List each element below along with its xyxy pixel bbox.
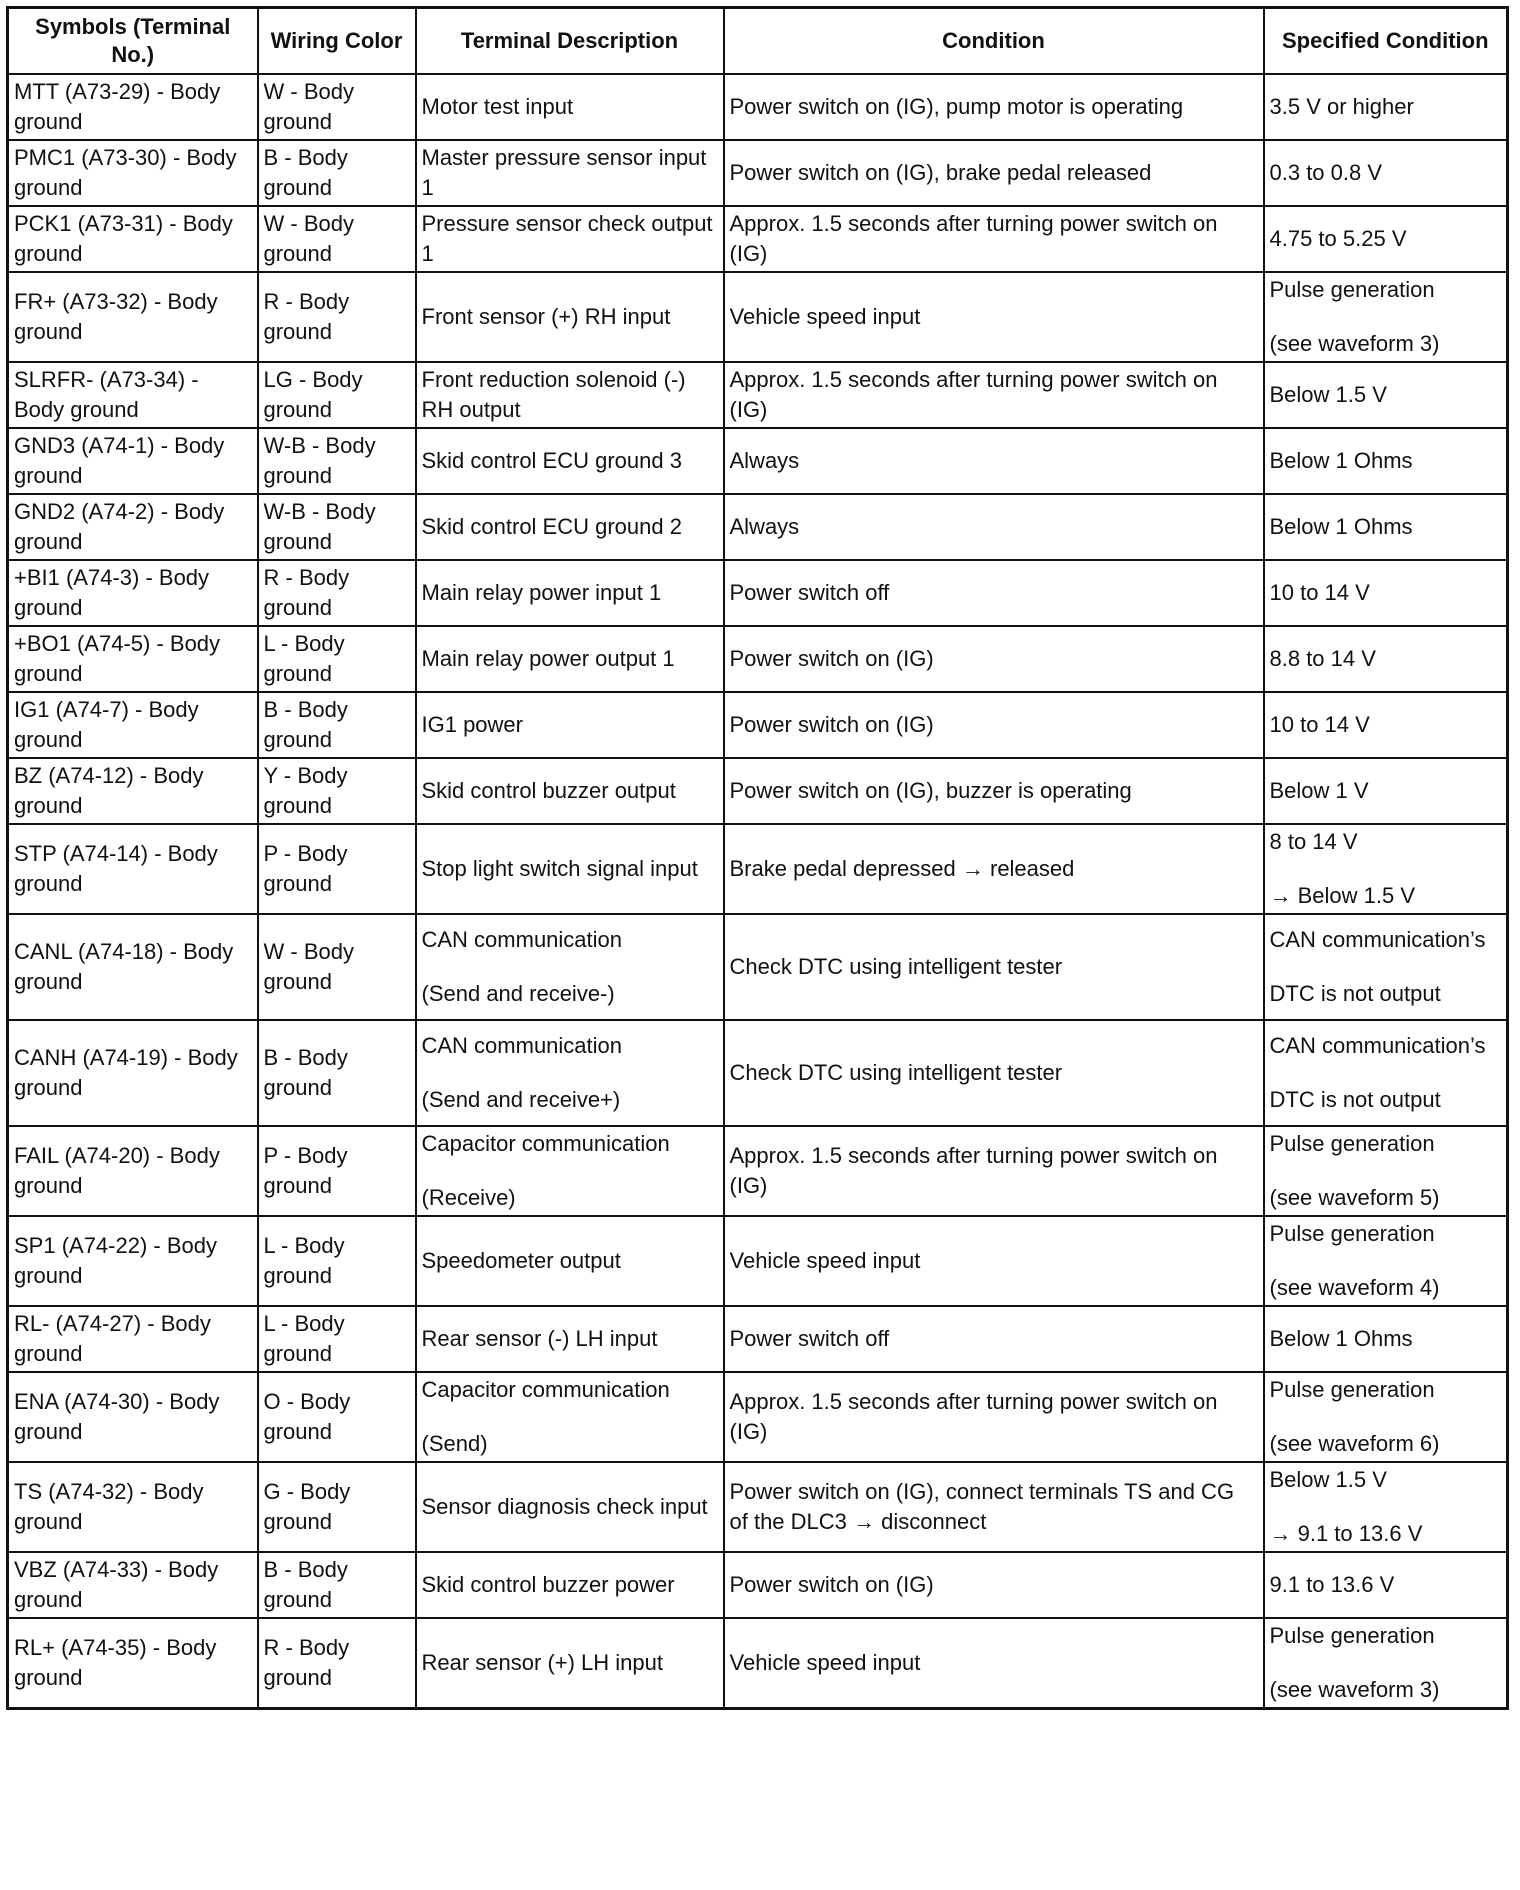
cell-terminal-description-line: Motor test input: [421, 94, 574, 119]
cell-terminal-description-line: Speedometer output: [421, 1248, 621, 1273]
cell-specified-condition: [1264, 272, 1508, 362]
cell-condition: Vehicle speed input: [724, 1618, 1264, 1709]
cell-symbol: SLRFR- (A73-34) - Body ground: [8, 362, 258, 428]
cell-wiring-color: Y - Body ground: [258, 758, 416, 824]
cell-wiring-color: B - Body ground: [258, 1020, 416, 1126]
cell-specified-condition: [1264, 206, 1508, 272]
cell-terminal-description: [416, 1552, 724, 1618]
header-wiring-color: Wiring Color: [258, 8, 416, 75]
table-row: [8, 1020, 1508, 1126]
cell-symbol: GND2 (A74-2) - Body ground: [8, 494, 258, 560]
cell-wiring-color: R - Body ground: [258, 272, 416, 362]
table-row: [8, 692, 1508, 758]
cell-terminal-description-line: Pressure sensor check output 1: [421, 211, 713, 266]
cell-condition: Vehicle speed input: [724, 1216, 1264, 1306]
table-row: [8, 362, 1508, 428]
cell-terminal-description: [416, 1462, 724, 1552]
cell-specified-condition-line: 8 to 14 V: [1269, 829, 1358, 854]
cell-terminal-description: [416, 74, 724, 140]
table-row: [8, 1372, 1508, 1462]
cell-specified-condition: [1264, 140, 1508, 206]
table-row: [8, 824, 1508, 914]
cell-condition: Approx. 1.5 seconds after turning power switch on (IG): [724, 1126, 1264, 1216]
cell-specified-condition: [1264, 1462, 1508, 1552]
cell-terminal-description: [416, 140, 724, 206]
cell-wiring-color: W-B - Body ground: [258, 494, 416, 560]
cell-wiring-color: G - Body ground: [258, 1462, 416, 1552]
cell-specified-condition-line: DTC is not output: [1269, 1087, 1441, 1112]
cell-symbol: GND3 (A74-1) - Body ground: [8, 428, 258, 494]
cell-specified-condition: [1264, 626, 1508, 692]
cell-condition: Power switch on (IG): [724, 692, 1264, 758]
cell-specified-condition-line: Pulse generation: [1269, 1377, 1435, 1402]
cell-specified-condition-line: 0.3 to 0.8 V: [1269, 160, 1383, 185]
cell-wiring-color: L - Body ground: [258, 1306, 416, 1372]
cell-specified-condition: [1264, 1020, 1508, 1126]
cell-condition: Check DTC using intelligent tester: [724, 1020, 1264, 1126]
cell-symbol: SP1 (A74-22) - Body ground: [8, 1216, 258, 1306]
cell-specified-condition: [1264, 74, 1508, 140]
cell-condition: Approx. 1.5 seconds after turning power switch on (IG): [724, 206, 1264, 272]
cell-wiring-color: L - Body ground: [258, 1216, 416, 1306]
cell-terminal-description: [416, 914, 724, 1020]
table-row: [8, 1126, 1508, 1216]
paragraph-gap: [1270, 1159, 1502, 1183]
cell-terminal-description-line: (Send): [421, 1431, 488, 1456]
cell-terminal-description-line: IG1 power: [421, 712, 523, 737]
cell-terminal-description: [416, 560, 724, 626]
cell-specified-condition-line: 4.75 to 5.25 V: [1269, 226, 1407, 251]
paragraph-gap: [1270, 1651, 1502, 1675]
cell-terminal-description: [416, 272, 724, 362]
cell-symbol: +BI1 (A74-3) - Body ground: [8, 560, 258, 626]
cell-terminal-description-line: Skid control ECU ground 2: [421, 514, 682, 539]
cell-symbol: CANL (A74-18) - Body ground: [8, 914, 258, 1020]
cell-symbol: FR+ (A73-32) - Body ground: [8, 272, 258, 362]
cell-wiring-color: R - Body ground: [258, 1618, 416, 1709]
header-condition: Condition: [724, 8, 1264, 75]
cell-specified-condition-line: 10 to 14 V: [1269, 712, 1370, 737]
cell-terminal-description: [416, 758, 724, 824]
cell-symbol: RL+ (A74-35) - Body ground: [8, 1618, 258, 1709]
cell-specified-condition-line: Below 1.5 V: [1269, 1467, 1387, 1492]
table-row: [8, 140, 1508, 206]
cell-wiring-color: P - Body ground: [258, 824, 416, 914]
paragraph-gap: [1270, 1495, 1502, 1519]
table-row: [8, 626, 1508, 692]
cell-condition: Power switch on (IG): [724, 626, 1264, 692]
paragraph-gap: [1270, 955, 1502, 979]
cell-terminal-description-line: Skid control buzzer output: [421, 778, 676, 803]
cell-terminal-description-line: CAN communication: [421, 1033, 623, 1058]
cell-terminal-description-line: Capacitor communication: [421, 1377, 670, 1402]
cell-wiring-color: P - Body ground: [258, 1126, 416, 1216]
cell-wiring-color: LG - Body ground: [258, 362, 416, 428]
cell-terminal-description-line: Main relay power input 1: [421, 580, 662, 605]
cell-symbol: FAIL (A74-20) - Body ground: [8, 1126, 258, 1216]
cell-terminal-description-line: Rear sensor (+) LH input: [421, 1650, 663, 1675]
terminal-spec-table: [6, 6, 1509, 1710]
cell-specified-condition-line: 10 to 14 V: [1269, 580, 1370, 605]
cell-specified-condition-line: → Below 1.5 V: [1269, 883, 1416, 908]
cell-symbol: RL- (A74-27) - Body ground: [8, 1306, 258, 1372]
cell-specified-condition: [1264, 1552, 1508, 1618]
terminal-table-container: [6, 6, 1509, 1710]
cell-wiring-color: L - Body ground: [258, 626, 416, 692]
cell-specified-condition-line: (see waveform 6): [1269, 1431, 1440, 1456]
cell-specified-condition: [1264, 362, 1508, 428]
cell-terminal-description-line: Capacitor communication: [421, 1131, 670, 1156]
cell-terminal-description: [416, 494, 724, 560]
cell-terminal-description: [416, 1126, 724, 1216]
cell-wiring-color: B - Body ground: [258, 140, 416, 206]
table-row: [8, 272, 1508, 362]
table-row: [8, 914, 1508, 1020]
cell-symbol: BZ (A74-12) - Body ground: [8, 758, 258, 824]
table-row: [8, 1618, 1508, 1709]
cell-specified-condition: [1264, 428, 1508, 494]
table-body: [8, 74, 1508, 1709]
cell-terminal-description: [416, 428, 724, 494]
cell-specified-condition: [1264, 494, 1508, 560]
cell-symbol: IG1 (A74-7) - Body ground: [8, 692, 258, 758]
cell-specified-condition-line: Below 1 Ohms: [1269, 514, 1413, 539]
cell-wiring-color: W - Body ground: [258, 914, 416, 1020]
cell-terminal-description-line: CAN communication: [421, 927, 623, 952]
table-header-row: [8, 8, 1508, 75]
cell-specified-condition-line: (see waveform 4): [1269, 1275, 1440, 1300]
table-row: [8, 1552, 1508, 1618]
cell-symbol: PCK1 (A73-31) - Body ground: [8, 206, 258, 272]
cell-condition: Power switch off: [724, 560, 1264, 626]
cell-condition: Power switch on (IG), pump motor is operating: [724, 74, 1264, 140]
cell-wiring-color: R - Body ground: [258, 560, 416, 626]
cell-symbol: STP (A74-14) - Body ground: [8, 824, 258, 914]
cell-condition: Always: [724, 494, 1264, 560]
cell-terminal-description: [416, 692, 724, 758]
table-row: [8, 74, 1508, 140]
paragraph-gap: [422, 1061, 718, 1085]
cell-terminal-description-line: (Send and receive-): [421, 981, 615, 1006]
table-row: [8, 758, 1508, 824]
cell-specified-condition-line: Pulse generation: [1269, 277, 1435, 302]
cell-terminal-description: [416, 1618, 724, 1709]
header-terminal-description: Terminal Description: [416, 8, 724, 75]
cell-specified-condition: [1264, 1372, 1508, 1462]
cell-specified-condition-line: Pulse generation: [1269, 1221, 1435, 1246]
cell-specified-condition-line: Below 1 V: [1269, 778, 1369, 803]
cell-condition: Always: [724, 428, 1264, 494]
cell-terminal-description: [416, 362, 724, 428]
paragraph-gap: [1270, 1061, 1502, 1085]
cell-specified-condition-line: DTC is not output: [1269, 981, 1441, 1006]
cell-specified-condition: [1264, 1306, 1508, 1372]
header-specified-condition: Specified Condition: [1264, 8, 1508, 75]
cell-terminal-description: [416, 1020, 724, 1126]
cell-wiring-color: B - Body ground: [258, 692, 416, 758]
cell-condition: Brake pedal depressed → released: [724, 824, 1264, 914]
cell-terminal-description-line: Sensor diagnosis check input: [421, 1494, 708, 1519]
cell-specified-condition-line: (see waveform 3): [1269, 1677, 1440, 1702]
cell-terminal-description-line: Front reduction solenoid (-) RH output: [421, 367, 686, 422]
table-row: [8, 560, 1508, 626]
cell-terminal-description-line: Skid control ECU ground 3: [421, 448, 682, 473]
table-row: [8, 1306, 1508, 1372]
table-row: [8, 1216, 1508, 1306]
cell-specified-condition: [1264, 692, 1508, 758]
cell-wiring-color: W-B - Body ground: [258, 428, 416, 494]
cell-wiring-color: W - Body ground: [258, 206, 416, 272]
cell-wiring-color: W - Body ground: [258, 74, 416, 140]
table-row: [8, 428, 1508, 494]
table-row: [8, 494, 1508, 560]
paragraph-gap: [422, 955, 718, 979]
paragraph-gap: [1270, 305, 1502, 329]
cell-specified-condition-line: Below 1 Ohms: [1269, 448, 1413, 473]
cell-specified-condition: [1264, 1126, 1508, 1216]
table-row: [8, 1462, 1508, 1552]
cell-specified-condition: [1264, 1618, 1508, 1709]
cell-condition: Power switch off: [724, 1306, 1264, 1372]
cell-specified-condition: [1264, 914, 1508, 1020]
cell-condition: Power switch on (IG), connect terminals TS and CG of the DLC3 → disconnect: [724, 1462, 1264, 1552]
paragraph-gap: [1270, 1405, 1502, 1429]
paragraph-gap: [422, 1405, 718, 1429]
cell-specified-condition-line: CAN communication’s: [1269, 927, 1486, 952]
cell-specified-condition-line: 3.5 V or higher: [1269, 94, 1414, 119]
cell-symbol: +BO1 (A74-5) - Body ground: [8, 626, 258, 692]
paragraph-gap: [422, 1159, 718, 1183]
cell-condition: Approx. 1.5 seconds after turning power switch on (IG): [724, 362, 1264, 428]
cell-terminal-description-line: Stop light switch signal input: [421, 856, 698, 881]
paragraph-gap: [1270, 1249, 1502, 1273]
cell-terminal-description: [416, 1306, 724, 1372]
cell-specified-condition-line: Below 1 Ohms: [1269, 1326, 1413, 1351]
cell-specified-condition-line: CAN communication’s: [1269, 1033, 1486, 1058]
paragraph-gap: [1270, 857, 1502, 881]
cell-terminal-description-line: Main relay power output 1: [421, 646, 675, 671]
cell-terminal-description-line: Rear sensor (-) LH input: [421, 1326, 658, 1351]
cell-specified-condition: [1264, 824, 1508, 914]
cell-terminal-description-line: (Receive): [421, 1185, 516, 1210]
cell-terminal-description-line: (Send and receive+): [421, 1087, 621, 1112]
cell-terminal-description: [416, 1216, 724, 1306]
cell-specified-condition: [1264, 1216, 1508, 1306]
cell-specified-condition-line: 8.8 to 14 V: [1269, 646, 1376, 671]
cell-specified-condition: [1264, 758, 1508, 824]
cell-symbol: MTT (A73-29) - Body ground: [8, 74, 258, 140]
cell-specified-condition: [1264, 560, 1508, 626]
cell-specified-condition-line: → 9.1 to 13.6 V: [1269, 1521, 1423, 1546]
cell-symbol: CANH (A74-19) - Body ground: [8, 1020, 258, 1126]
cell-condition: Approx. 1.5 seconds after turning power switch on (IG): [724, 1372, 1264, 1462]
cell-symbol: ENA (A74-30) - Body ground: [8, 1372, 258, 1462]
cell-specified-condition-line: (see waveform 3): [1269, 331, 1440, 356]
cell-terminal-description: [416, 626, 724, 692]
cell-symbol: PMC1 (A73-30) - Body ground: [8, 140, 258, 206]
cell-specified-condition-line: Below 1.5 V: [1269, 382, 1387, 407]
cell-wiring-color: B - Body ground: [258, 1552, 416, 1618]
cell-specified-condition-line: Pulse generation: [1269, 1131, 1435, 1156]
cell-specified-condition-line: (see waveform 5): [1269, 1185, 1440, 1210]
cell-condition: Check DTC using intelligent tester: [724, 914, 1264, 1020]
cell-symbol: VBZ (A74-33) - Body ground: [8, 1552, 258, 1618]
header-symbols: Symbols (Terminal No.): [8, 8, 258, 75]
cell-terminal-description-line: Master pressure sensor input 1: [421, 145, 707, 200]
cell-terminal-description: [416, 206, 724, 272]
cell-terminal-description-line: Skid control buzzer power: [421, 1572, 675, 1597]
cell-terminal-description-line: Front sensor (+) RH input: [421, 304, 671, 329]
cell-specified-condition-line: Pulse generation: [1269, 1623, 1435, 1648]
cell-specified-condition-line: 9.1 to 13.6 V: [1269, 1572, 1395, 1597]
cell-terminal-description: [416, 1372, 724, 1462]
table-row: [8, 206, 1508, 272]
cell-condition: Power switch on (IG): [724, 1552, 1264, 1618]
cell-condition: Vehicle speed input: [724, 272, 1264, 362]
cell-terminal-description: [416, 824, 724, 914]
cell-wiring-color: O - Body ground: [258, 1372, 416, 1462]
cell-condition: Power switch on (IG), brake pedal released: [724, 140, 1264, 206]
cell-condition: Power switch on (IG), buzzer is operating: [724, 758, 1264, 824]
cell-symbol: TS (A74-32) - Body ground: [8, 1462, 258, 1552]
